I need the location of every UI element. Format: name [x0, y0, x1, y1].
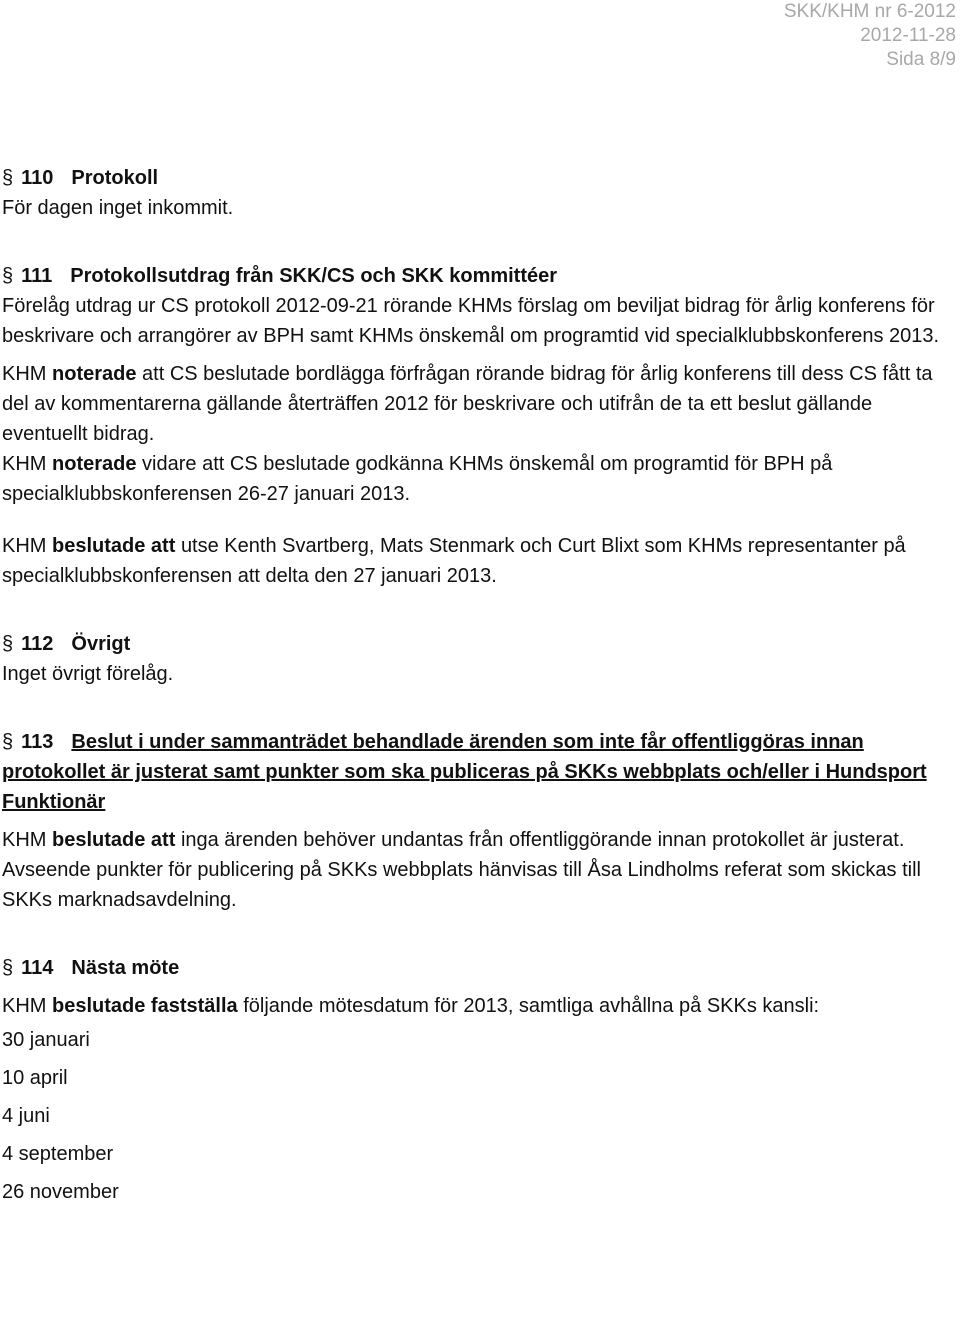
section-title: Övrigt	[71, 633, 131, 655]
paragraph-symbol: §	[2, 957, 14, 979]
section-110	[2, 163, 952, 223]
section-text: För dagen inget inkommit.	[2, 197, 234, 219]
paragraph-symbol: §	[2, 731, 14, 753]
page-header	[784, 0, 956, 72]
section-heading	[2, 629, 952, 659]
meeting-date: 4 juni	[2, 1105, 50, 1127]
section-number: 112	[21, 633, 54, 655]
section-number: 114	[21, 957, 54, 979]
section-paragraph: KHM noterade vidare att CS beslutade godkänna KHMs önskemål om programtid för BPH på specialklubbskonferensen 26-27 januari 2013.	[2, 453, 833, 505]
paragraph-symbol: §	[2, 633, 14, 655]
section-paragraph: KHM beslutade att inga ärenden behöver undantas från offentliggörande innan protokollet är justerat. Avseende punkter för publicering på SKKs webbplats hänvisas till Åsa Lindholms referat som skickas till SKKs marknadsavdelning.	[2, 829, 921, 911]
paragraph-symbol: §	[2, 167, 14, 189]
section-heading	[2, 163, 952, 193]
section-paragraph: KHM beslutade att utse Kenth Svartberg, Mats Stenmark och Curt Blixt som KHMs representanter på specialklubbskonferensen att delta den 27 januari 2013.	[2, 535, 906, 587]
section-title: Beslut i under sammanträdet behandlade ärenden som inte får offentliggöras innan protokollet är justerat samt punkter som ska publiceras på SKKs webbplats och/eller i Hundsport Funktionär	[2, 731, 927, 813]
document-date: 2012-11-28	[860, 25, 956, 46]
meeting-date: 30 januari	[2, 1029, 90, 1051]
section-paragraph: KHM beslutade fastställa följande mötesdatum för 2013, samtliga avhållna på SKKs kansli:	[2, 995, 820, 1017]
section-heading	[2, 261, 952, 291]
page-number: Sida 8/9	[886, 49, 956, 70]
section-number: 110	[21, 167, 54, 189]
section-113	[2, 727, 952, 915]
section-text: Inget övrigt förelåg.	[2, 663, 174, 685]
section-paragraph: KHM noterade att CS beslutade bordlägga förfrågan rörande bidrag för årlig konferens till dess CS fått ta del av kommentarerna gällande återträffen 2012 för beskrivare och utifrån de ta ett beslut gällande eventuellt bidrag.	[2, 363, 933, 445]
meeting-date: 10 april	[2, 1067, 68, 1089]
meeting-date: 26 november	[2, 1181, 119, 1203]
section-112	[2, 629, 952, 689]
section-title: Nästa möte	[71, 957, 180, 979]
section-intro: Förelåg utdrag ur CS protokoll 2012-09-21 rörande KHMs förslag om beviljat bidrag för årlig konferens för beskrivare och arrangörer av BPH samt KHMs önskemål om programtid vid specialklubbskonferens 2013.	[2, 295, 940, 347]
section-number: 111	[21, 265, 53, 287]
section-heading	[2, 953, 952, 983]
section-114	[2, 953, 952, 1211]
section-111	[2, 261, 952, 591]
section-title: Protokollsutdrag från SKK/CS och SKK kommittéer	[70, 265, 558, 287]
section-number: 113	[21, 731, 54, 753]
document-id: SKK/KHM nr 6-2012	[783, 1, 956, 22]
meeting-dates-list	[2, 1021, 952, 1211]
document-body	[2, 163, 952, 1211]
section-title: Protokoll	[71, 167, 159, 189]
paragraph-symbol: §	[2, 265, 14, 287]
section-heading	[2, 727, 952, 817]
meeting-date: 4 september	[2, 1143, 114, 1165]
